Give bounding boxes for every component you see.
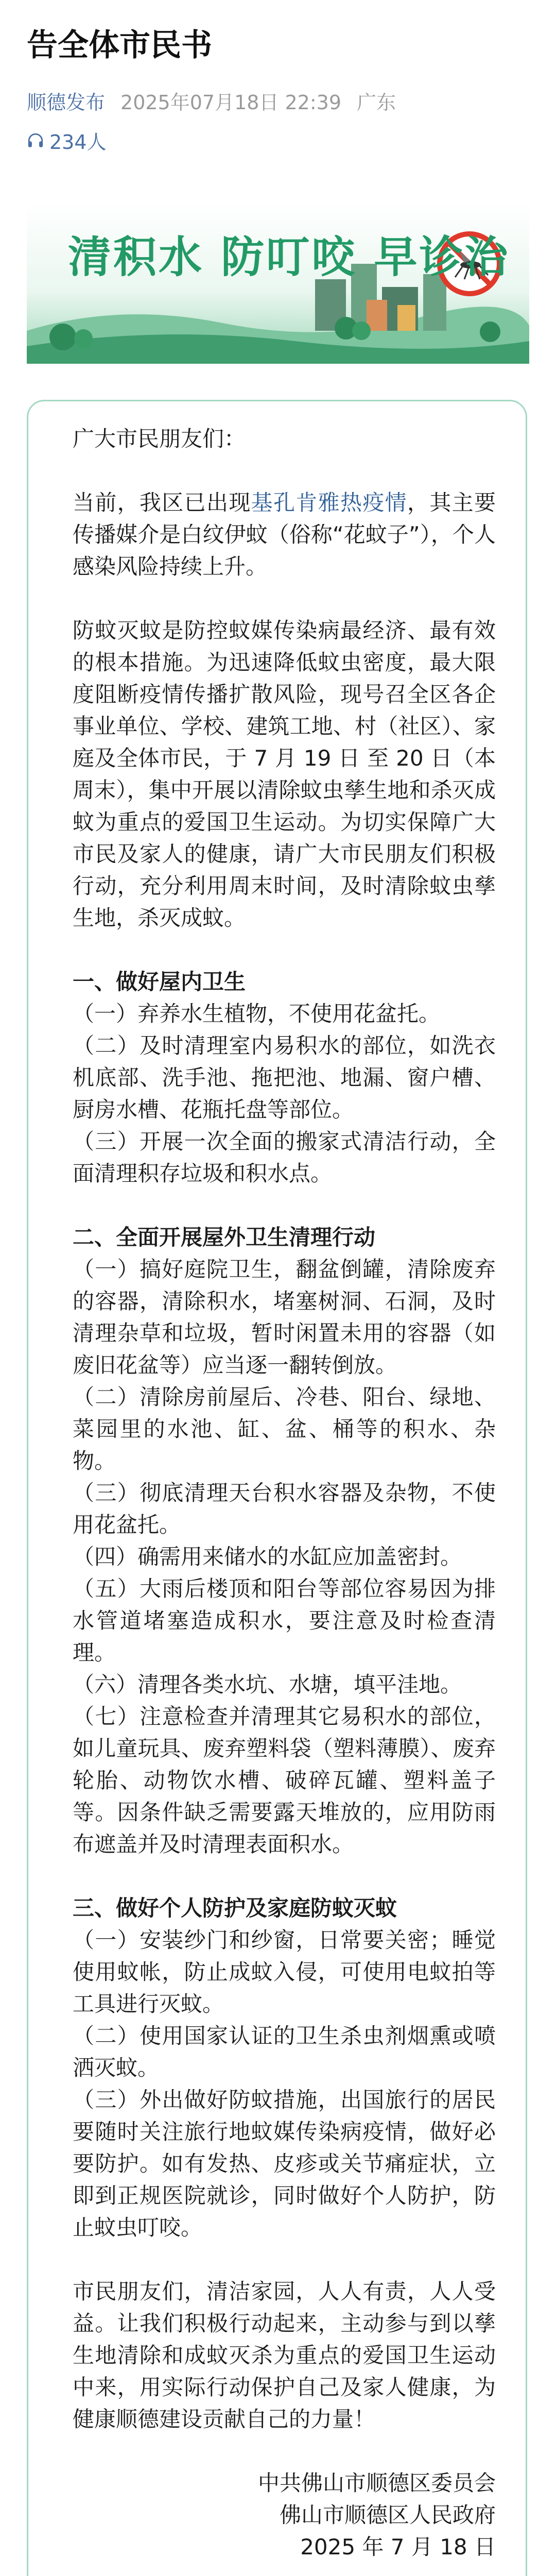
banner-image — [27, 202, 529, 364]
section-1-title: 一、做好屋内卫生 — [73, 969, 246, 994]
headphones-icon — [27, 132, 44, 149]
paragraph-2: 防蚊灭蚊是防控蚊媒传染病最经济、最有效的根本措施。为迅速降低蚊虫密度，最大限度阻断疫情传播扩散风险，现号召全区各企事业单位、学校、建筑工地、村（社区）、家庭及全体市民，于 7 月 19 日 至 20 日（本周末），集中开展以清除蚊虫孳生地和杀灭成蚊为重点的爱国卫生运动。为切实保障广大市民及家人的健康，请广大市民朋友们积极行动，充分利用周末时间，及时清除蚊虫孳生地，杀灭成蚊。 — [73, 618, 496, 930]
page-title: 告全体市民书 — [27, 27, 212, 63]
paragraph-1-post: ，其主要传播媒介是白纹伊蚊（俗称“花蚊子”），个人感染风险持续上升。 — [73, 490, 496, 579]
section-2-title: 二、全面开展屋外卫生清理行动 — [73, 1225, 376, 1250]
signature-government: 佛山市顺德区人民政府 — [279, 2502, 496, 2528]
notice-body — [73, 423, 496, 2563]
section-3-title: 三、做好个人防护及家庭防蚊灭蚊 — [73, 1895, 397, 1921]
section-1-item: （一）弃养水生植物，不使用花盆托。 — [73, 1001, 441, 1026]
section-2-item: （七）注意检查并清理其它易积水的部位，如儿童玩具、废弃塑料袋（塑料薄膜）、废弃轮胎、动物饮水槽、破碎瓦罐、塑料盖子等。因条件缺乏需要露天堆放的，应用防雨布遮盖并及时清理表面积水。 — [73, 1704, 496, 1857]
listen-count: 234人 — [49, 131, 107, 154]
section-2-item: （五）大雨后楼顶和阳台等部位容易因为排水管道堵塞造成积水，要注意及时检查清理。 — [73, 1576, 496, 1665]
publish-datetime: 2025年07月18日 22:39 — [120, 91, 342, 114]
signature-date: 2025 年 7 月 18 日 — [300, 2534, 496, 2560]
section-3-item: （二）使用国家认证的卫生杀虫剂烟熏或喷洒灭蚊。 — [73, 2023, 496, 2080]
paragraph-1-pre: 当前，我区已出现 — [73, 490, 251, 515]
section-2-item: （一）搞好庭院卫生，翻盆倒罐，清除废弃的容器，清除积水，堵塞树洞、石洞，及时清理杂草和垃圾，暂时闲置未用的容器（如废旧花盆等）应当逐一翻转倒放。 — [73, 1257, 496, 1378]
section-3-item: （三）外出做好防蚊措施，出国旅行的居民要随时关注旅行地蚊媒传染病疫情，做好必要防护。如有发热、皮疹或关节痛症状，立即到正规医院就诊，同时做好个人防护，防止蚊虫叮咬。 — [73, 2087, 496, 2240]
section-1-item: （三）开展一次全面的搬家式清洁行动，全面清理积存垃圾和积水点。 — [73, 1129, 496, 1186]
closing-paragraph: 市民朋友们，清洁家园，人人有责，人人受益。让我们积极行动起来，主动参与到以孳生地清除和成蚊灭杀为重点的爱国卫生运动中来，用实际行动保护自己及家人健康，为健康顺德建设贡献自己的力量！ — [73, 2279, 496, 2432]
section-2-item: （六）清理各类水坑、水塘，填平洼地。 — [73, 1672, 462, 1697]
signature-party-committee: 中共佛山市顺德区委员会 — [257, 2470, 496, 2496]
section-2-item: （四）确需用来储水的水缸应加盖密封。 — [73, 1544, 462, 1569]
banner-title: 清积水 防叮咬 早诊治 — [68, 232, 510, 282]
section-3-item: （一）安装纱门和纱窗，日常要关密；睡觉使用蚊帐，防止成蚊入侵，可使用电蚊拍等工具进行灭蚊。 — [73, 1927, 496, 2016]
listen-count-row[interactable] — [27, 126, 107, 155]
greeting: 广大市民朋友们： — [73, 426, 246, 451]
publisher-link[interactable]: 顺德发布 — [27, 91, 106, 114]
publish-location: 广东 — [357, 91, 396, 114]
meta-row — [27, 87, 396, 115]
section-1-item: （二）及时清理室内易积水的部位，如洗衣机底部、洗手池、拖把池、地漏、窗户槽、厨房水槽、花瓶托盘等部位。 — [73, 1033, 496, 1122]
notice-card — [27, 400, 527, 2576]
section-2-item: （三）彻底清理天台积水容器及杂物，不使用花盆托。 — [73, 1480, 496, 1537]
paragraph-1 — [73, 487, 496, 583]
section-2-item: （二）清除房前屋后、冷巷、阳台、绿地、菜园里的水池、缸、盆、桶等的积水、杂物。 — [73, 1384, 496, 1473]
epidemic-topic-link[interactable]: 基孔肯雅热疫情 — [251, 490, 407, 515]
